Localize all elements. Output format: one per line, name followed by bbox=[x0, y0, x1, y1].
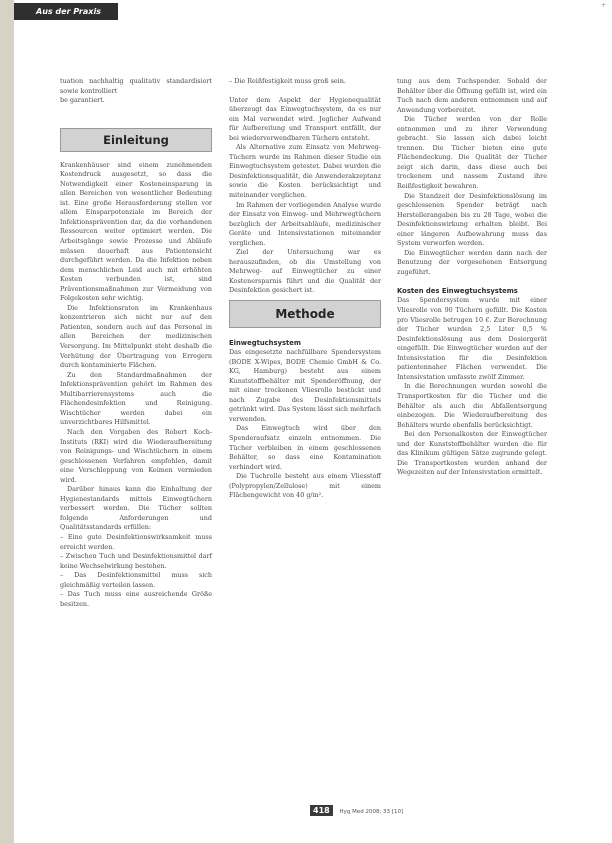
subheading: Einwegtuchsystem bbox=[229, 339, 301, 348]
paragraph: Das Einwegtuch wird über den Spenderaufsatz einzeln entnommen. Die Tücher verbleiben in einem geschlossenen Behälter, so dass eine Kontamination verhindert wird. bbox=[229, 424, 381, 471]
paragraph: Nach den Vorgaben des Robert Koch-Instituts (RKI) wird die Wiederaufbereitung von Reinigungs- und Wischtüchern in einem geschlossenen Verfahren empfohlen, damit eine Verschleppung von Keimen vermieden wird. bbox=[60, 427, 212, 484]
paragraph: Die Einwegtücher werden dann nach der Benutzung der vorgesehenen Entsorgung zugeführt. bbox=[397, 248, 547, 276]
paragraph: Unter dem Aspekt der Hygienequalität überzeugt das Einwegtuchsystem, da es nur ein Mal verwendet wird. Jeglicher Aufwand für Aufbereitung und Transport entfällt, der bei wiederverwendbaren Tüchern entsteht. bbox=[229, 95, 381, 142]
paragraph: Die Infektionsraten im Krankenhaus konzentrieren sich nicht nur auf den Patienten, sondern auch auf das Personal in allen Bereichen der medizinischen Versorgung. Im Mittelpunkt steht deshalb die Verhütung der Übertragung von Erregern durch kontaminierte Flächen. bbox=[60, 303, 212, 370]
paragraph: Die Standzeit der Desinfektionslösung im geschlossenen Spender beträgt nach Herstellerangaben bis zu 28 Tage, wobei die Desinfektionswirkung erhalten bleibt. Bei einer längeren Aufbewahrung muss das System verworfen werden. bbox=[397, 191, 547, 248]
list-item: – Zwischen Tuch und Desinfektionsmittel darf keine Wechselwirkung bestehen. bbox=[60, 552, 212, 570]
list-item: – Die Reißfestigkeit muss groß sein. bbox=[229, 77, 346, 85]
page-number: 418 bbox=[310, 805, 333, 816]
paragraph: Das Spendersystem wurde mit einer Vliesrolle von 90 Tüchern gefüllt. Die Kosten pro Vliesrolle betrugen 10 €. Zur Berechnung der Tücher wurden 2,5 Liter 0,5 % Desinfektionslösung aus dem Dosiergerät eingefüllt. Die Einwegtücher wurden auf der Intensivstation für die Desinfektion patientennaher Flächen verwendet. Die Intensivstation umfasste zwölf Zimmer. bbox=[397, 296, 547, 381]
corner-mark: + bbox=[600, 2, 606, 9]
heading-methode: Methode bbox=[229, 300, 381, 328]
paragraph: tung aus dem Tuchspender. Sobald der Behälter über die Öffnung gefüllt ist, wird ein Tuch nach dem anderen entnommen und auf Anwendung vorbereitet. bbox=[397, 77, 547, 114]
page-footer bbox=[310, 806, 403, 815]
intro-line: be garantiert. bbox=[60, 96, 105, 105]
subheading: Kosten des Einwegtuchsystems bbox=[397, 287, 518, 296]
intro-line: tuation nachhaltig qualitativ standardisiert sowie kontrolliert bbox=[60, 77, 212, 95]
paragraph: Die Tuchrolle besteht aus einem Vliesstoff (Polypropylen/Zellulose) mit einem Flächengewicht von 40 g/m². bbox=[229, 472, 381, 500]
paragraph: Die Tücher werden von der Rolle entnommen und zu ihrer Verwendung gebracht. Sie lassen sich dabei leicht trennen. Die Tücher bieten eine gute Flächendeckung. Die Qualität der Tücher zeigt sich darin, dass diese auch bei trockenem und nassem Zustand ihre Reißfestigkeit bewahren. bbox=[397, 115, 547, 191]
column-right bbox=[397, 77, 547, 478]
heading-einleitung: Einleitung bbox=[60, 128, 212, 152]
paragraph: Das eingesetzte nachfüllbare Spendersystem (BODE X-Wipes, BODE Chemie GmbH & Co. KG, Hamburg) besteht aus einem Kunststoffbehälter mit Spenderöffnung, der mit einer trockenen Vliesrolle bestückt und nach Zugabe des Desinfektionsmittels getränkt wird. Das System lässt sich mehrfach verwenden. bbox=[229, 348, 381, 423]
paragraph: Ziel der Untersuchung war es herauszufinden, ob die Umstellung von Mehrweg- auf Einwegtücher zu einer Kostenersparnis führt und die Qualität der Desinfektion gesichert ist. bbox=[229, 248, 381, 295]
list-item: – Das Tuch muss eine ausreichende Größe besitzen. bbox=[60, 590, 212, 608]
paragraph: Darüber hinaus kann die Einhaltung der Hygienestandards mittels Einwegtüchern verbessert werden. Die Tücher sollten folgende Anforderungen und Qualitätsstandards erfüllen: bbox=[60, 485, 212, 532]
paragraph: Krankenhäuser sind einem zunehmenden Kostendruck ausgesetzt, so dass die Notwendigkeit einer Kosteneinsparung in allen Bereichen von wesentlicher Bedeutung ist. Eine große Herausforderung stellen vor allem Einsparpotenziale im Bereich der Infektionsprävention dar, da die vorhandenen Ressourcen weiter optimiert werden. Die Arbeitsgänge sowie Prozesse und Abläufe müssen dauerhaft aus Patientensicht durchgeführt werden. Da die Infektion neben dem menschlichen Leid auch mit erhöhten Kosten verbunden ist, sind Präventionsmaßnahmen zur Vermeidung von Folgekosten sehr wichtig. bbox=[60, 160, 212, 303]
journal-citation: Hyg Med 2008; 33 [10] bbox=[339, 809, 404, 815]
list-item: – Das Desinfektionsmittel muss sich gleichmäßig verteilen lassen. bbox=[60, 571, 212, 589]
column-middle bbox=[229, 77, 381, 501]
paragraph: Zu den Standardmaßnahmen der Infektionsprävention gehört im Rahmen des Multibarrierensystems auch die Flächendesinfektion und Reinigung. Wischtücher werden dabei ein unverzichtbares Hilfsmittel. bbox=[60, 370, 212, 427]
paragraph: Bei den Personalkosten der Einwegtücher und der Kunststoffbehälter wurden die für das Klinikum gültigen Sätze zugrunde gelegt. Die Transportkosten wurden anhand der Wegezeiten auf der Intensivstation ermittelt. bbox=[397, 430, 547, 477]
section-tag: Aus der Praxis bbox=[14, 3, 118, 20]
paragraph: In die Berechnungen wurden sowohl die Transportkosten für die Tücher und die Behälter als auch die Abfallentsorgung einbezogen. Die Wiederaufbereitung des Behälters wurde ebenfalls berücksichtigt. bbox=[397, 382, 547, 429]
paragraph: Im Rahmen der vorliegenden Analyse wurde der Einsatz von Einweg- und Mehrwegtüchern bezüglich der Arbeitsabläufe, medizinischer Geräte und Intensivstationen miteinander verglichen. bbox=[229, 200, 381, 247]
list-item: – Eine gute Desinfektionswirksamkeit muss erreicht werden. bbox=[60, 532, 212, 551]
side-margin-bar bbox=[0, 0, 14, 843]
column-left bbox=[60, 77, 212, 609]
paragraph: Als Alternative zum Einsatz von Mehrweg-Tüchern wurde im Rahmen dieser Studie ein Einwegtuchsystem getestet. Dabei wurden die Desinfektionsqualität, die Anwenderakzeptanz sowie die Kosten berücksichtigt und miteinander verglichen. bbox=[229, 143, 381, 200]
